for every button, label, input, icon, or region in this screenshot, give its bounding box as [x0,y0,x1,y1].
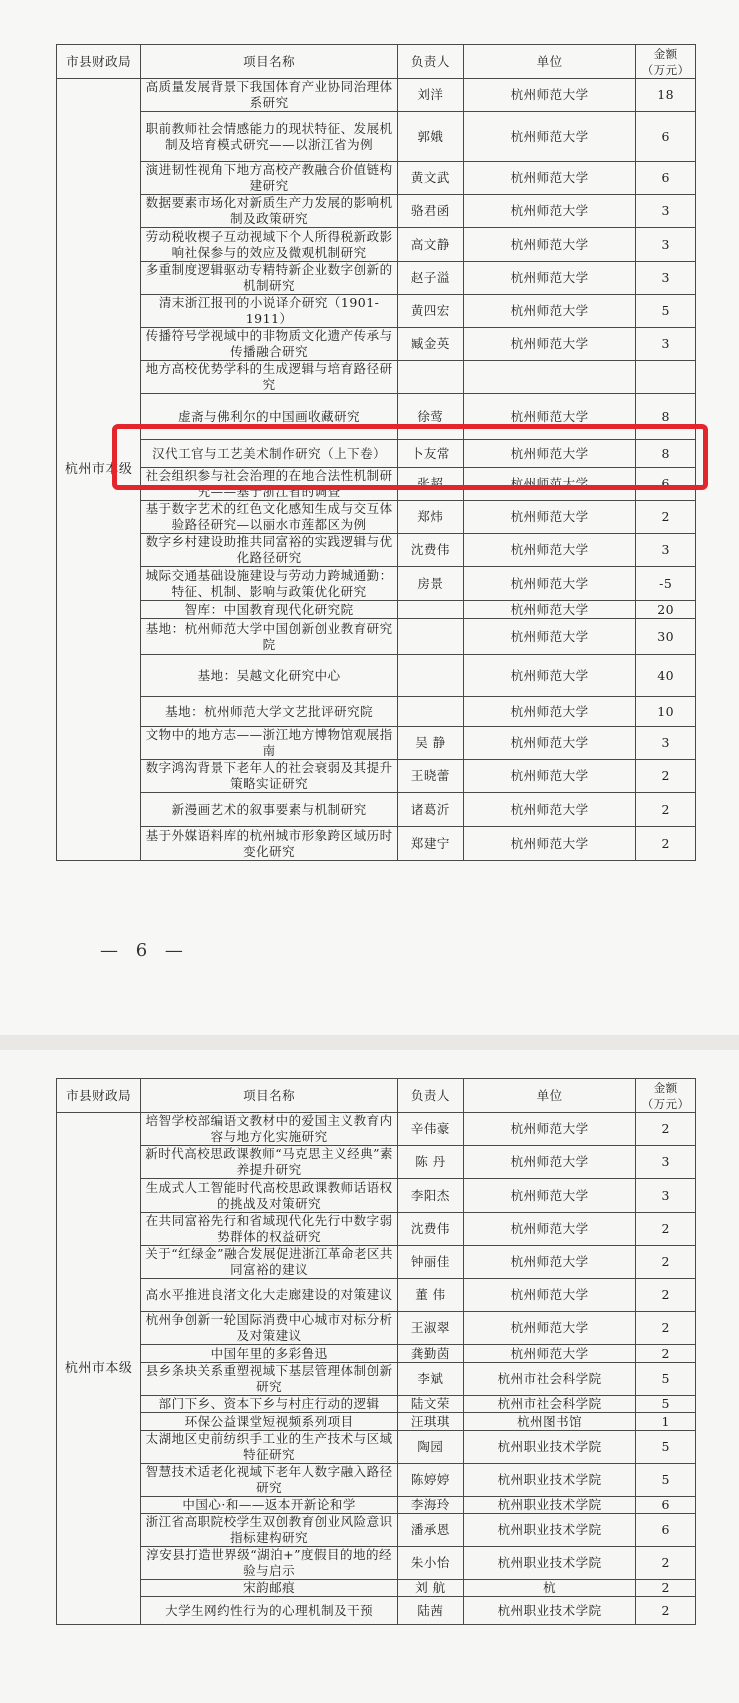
unit-cell: 杭州职业技术学院 [463,1597,636,1625]
unit-cell: 杭州市社会科学院 [463,1396,636,1413]
owner-cell: 骆君函 [398,195,464,228]
owner-cell: 陆文荣 [398,1396,464,1413]
table-row [57,501,696,534]
project-name-cell: 地方高校优势学科的生成逻辑与培育路径研究 [141,361,398,394]
table-row [57,162,696,195]
owner-cell: 李海玲 [398,1497,464,1514]
city-cell: 杭州市本级 [57,79,141,861]
unit-cell: 杭州师范大学 [463,195,636,228]
document-page-7 [0,1050,739,1703]
unit-cell: 杭州师范大学 [463,1345,636,1363]
owner-cell: 高文静 [398,228,464,262]
amount-cell: 6 [636,162,696,195]
project-name-cell: 城际交通基础设施建设与劳动力跨城通勤：特征、机制、影响与政策优化研究 [141,567,398,601]
owner-cell [398,601,464,619]
project-name-cell: 多重制度逻辑驱动专精特新企业数字创新的机制研究 [141,262,398,295]
owner-cell: 辛伟豪 [398,1113,464,1146]
table-row [57,1464,696,1497]
unit-cell: 杭州职业技术学院 [463,1497,636,1514]
owner-cell: 陆茜 [398,1597,464,1625]
project-name-cell: 清末浙江报刊的小说译介研究（1901-1911） [141,295,398,328]
unit-cell: 杭州师范大学 [463,440,636,468]
amount-cell: 2 [636,1246,696,1279]
unit-cell: 杭州师范大学 [463,468,636,501]
unit-cell: 杭州师范大学 [463,567,636,601]
table-row [57,1345,696,1363]
amount-cell: 18 [636,79,696,112]
amount-cell: 2 [636,793,696,827]
amount-cell: 3 [636,228,696,262]
amount-cell: 2 [636,1113,696,1146]
owner-cell [398,361,464,394]
table-row [57,1580,696,1597]
header-project-name: 项目名称 [141,45,398,79]
owner-cell: 郭娥 [398,112,464,162]
table-row [57,394,696,440]
table-row [57,361,696,394]
amount-cell: 2 [636,1279,696,1312]
owner-cell: 沈费伟 [398,1213,464,1246]
amount-cell: 6 [636,112,696,162]
project-name-cell: 高水平推进良渚文化大走廊建设的对策建议 [141,1279,398,1312]
owner-cell: 汪琪琪 [398,1413,464,1431]
project-name-cell: 基地：杭州师范大学文艺批评研究院 [141,697,398,727]
amount-cell: 2 [636,1580,696,1597]
unit-cell [463,361,636,394]
table-row [57,1514,696,1547]
unit-cell: 杭州职业技术学院 [463,1514,636,1547]
owner-cell: 龚勤茵 [398,1345,464,1363]
header-city: 市县财政局 [57,1079,141,1113]
amount-cell: 6 [636,1497,696,1514]
unit-cell: 杭州师范大学 [463,162,636,195]
table-row [57,1179,696,1213]
project-name-cell: 汉代工官与工艺美术制作研究（上下卷） [141,440,398,468]
project-name-cell: 数字鸿沟背景下老年人的社会衰弱及其提升策略实证研究 [141,760,398,793]
owner-cell: 诸葛沂 [398,793,464,827]
amount-cell: 5 [636,1363,696,1396]
amount-cell: 2 [636,1213,696,1246]
unit-cell: 杭州师范大学 [463,601,636,619]
project-name-cell: 宋韵邮痕 [141,1580,398,1597]
owner-cell [398,619,464,655]
unit-cell: 杭州师范大学 [463,760,636,793]
amount-cell: -5 [636,567,696,601]
unit-cell: 杭州师范大学 [463,262,636,295]
amount-cell: 8 [636,394,696,440]
amount-cell: 2 [636,1312,696,1345]
amount-cell: 40 [636,655,696,697]
project-name-cell: 基于外媒语料库的杭州城市形象跨区域历时变化研究 [141,827,398,861]
amount-cell: 5 [636,1431,696,1464]
table-row [57,468,696,501]
unit-cell: 杭州图书馆 [463,1413,636,1431]
header-project-name: 项目名称 [141,1079,398,1113]
project-name-cell: 高质量发展背景下我国体育产业协同治理体系研究 [141,79,398,112]
project-name-cell: 环保公益课堂短视频系列项目 [141,1413,398,1431]
project-name-cell: 县乡条块关系重塑视域下基层管理体制创新研究 [141,1363,398,1396]
amount-cell: 3 [636,534,696,567]
table-header-row [57,45,696,79]
header-amount: 金额 （万元） [636,1079,696,1113]
unit-cell: 杭州师范大学 [463,1312,636,1345]
project-name-cell: 杭州争创新一轮国际消费中心城市对标分析及对策建议 [141,1312,398,1345]
owner-cell: 钟丽佳 [398,1246,464,1279]
amount-cell: 1 [636,1413,696,1431]
table-row [57,1246,696,1279]
project-name-cell: 演进韧性视角下地方高校产教融合价值链构建研究 [141,162,398,195]
table-row [57,1279,696,1312]
unit-cell: 杭州师范大学 [463,1246,636,1279]
header-owner: 负责人 [398,1079,464,1113]
unit-cell: 杭州师范大学 [463,501,636,534]
unit-cell: 杭州师范大学 [463,827,636,861]
owner-cell: 黄四宏 [398,295,464,328]
funding-table-page-7 [56,1078,696,1625]
unit-cell: 杭州职业技术学院 [463,1547,636,1580]
project-name-cell: 职前教师社会情感能力的现状特征、发展机制及培育模式研究——以浙江省为例 [141,112,398,162]
owner-cell: 张超 [398,468,464,501]
project-name-cell: 在共同富裕先行和省域现代化先行中数字弱势群体的权益研究 [141,1213,398,1246]
table-row [57,262,696,295]
amount-cell: 3 [636,195,696,228]
unit-cell: 杭州师范大学 [463,328,636,361]
owner-cell: 李斌 [398,1363,464,1396]
owner-cell: 陈 丹 [398,1146,464,1179]
amount-cell: 3 [636,1146,696,1179]
amount-cell: 6 [636,468,696,501]
table-row [57,79,696,112]
table-row [57,697,696,727]
amount-cell: 2 [636,1547,696,1580]
amount-cell: 10 [636,697,696,727]
project-name-cell: 部门下乡、资本下乡与村庄行动的逻辑 [141,1396,398,1413]
project-name-cell: 淳安县打造世界级“湖泊+”度假目的地的经验与启示 [141,1547,398,1580]
header-unit: 单位 [463,1079,636,1113]
table-row [57,567,696,601]
unit-cell: 杭州师范大学 [463,1213,636,1246]
unit-cell: 杭州师范大学 [463,394,636,440]
table-row [57,619,696,655]
project-name-cell: 传播符号学视域中的非物质文化遗产传承与传播融合研究 [141,328,398,361]
amount-cell [636,361,696,394]
unit-cell: 杭州师范大学 [463,1146,636,1179]
table-row [57,1547,696,1580]
owner-cell: 黄文武 [398,162,464,195]
amount-cell: 2 [636,1597,696,1625]
owner-cell: 陶园 [398,1431,464,1464]
project-name-cell: 虚斋与佛利尔的中国画收藏研究 [141,394,398,440]
city-cell: 杭州市本级 [57,1113,141,1625]
table-row [57,534,696,567]
table-row [57,295,696,328]
owner-cell: 刘洋 [398,79,464,112]
table-row [57,1413,696,1431]
amount-cell: 2 [636,827,696,861]
table-row [57,1113,696,1146]
table-row [57,1146,696,1179]
amount-cell: 5 [636,1464,696,1497]
page-number: — 6 — [100,940,189,961]
table-body [57,79,696,861]
table-row [57,1312,696,1345]
unit-cell: 杭 [463,1580,636,1597]
project-name-cell: 智慧技术适老化视域下老年人数字融入路径研究 [141,1464,398,1497]
header-unit: 单位 [463,45,636,79]
table-row [57,827,696,861]
amount-cell: 3 [636,727,696,760]
owner-cell: 郑建宁 [398,827,464,861]
amount-cell: 3 [636,328,696,361]
table-row [57,112,696,162]
project-name-cell: 中国心·和——返本开新论和学 [141,1497,398,1514]
unit-cell: 杭州市社会科学院 [463,1363,636,1396]
table-header-row [57,1079,696,1113]
table-row [57,195,696,228]
header-amount: 金额 （万元） [636,45,696,79]
amount-cell: 6 [636,1514,696,1547]
table-row [57,228,696,262]
header-owner: 负责人 [398,45,464,79]
owner-cell: 徐莺 [398,394,464,440]
project-name-cell: 培智学校部编语文教材中的爱国主义教育内容与地方化实施研究 [141,1113,398,1146]
unit-cell: 杭州师范大学 [463,1113,636,1146]
owner-cell: 董 伟 [398,1279,464,1312]
owner-cell: 房景 [398,567,464,601]
funding-table-page-6 [56,44,696,861]
owner-cell: 李阳杰 [398,1179,464,1213]
amount-cell: 2 [636,760,696,793]
amount-cell: 30 [636,619,696,655]
project-name-cell: 基于数字艺术的红色文化感知生成与交互体验路径研究—以丽水市莲都区为例 [141,501,398,534]
owner-cell: 王晓蕾 [398,760,464,793]
owner-cell: 沈费伟 [398,534,464,567]
table-row [57,601,696,619]
project-name-cell: 太湖地区史前纺织手工业的生产技术与区域特征研究 [141,1431,398,1464]
owner-cell: 赵子溢 [398,262,464,295]
amount-cell: 5 [636,1396,696,1413]
unit-cell: 杭州师范大学 [463,655,636,697]
header-city: 市县财政局 [57,45,141,79]
project-name-cell: 社会组织参与社会治理的在地合法性机制研究——基于浙江省的调查 [141,468,398,501]
unit-cell: 杭州师范大学 [463,1179,636,1213]
table-row [57,1396,696,1413]
unit-cell: 杭州师范大学 [463,697,636,727]
amount-cell: 2 [636,1345,696,1363]
table-row [57,655,696,697]
amount-cell: 5 [636,295,696,328]
table-row [57,760,696,793]
owner-cell: 吴 静 [398,727,464,760]
project-name-cell: 新时代高校思政课教师“马克思主义经典”素养提升研究 [141,1146,398,1179]
owner-cell: 郑炜 [398,501,464,534]
unit-cell: 杭州师范大学 [463,79,636,112]
owner-cell: 卜友常 [398,440,464,468]
project-name-cell: 基地：吴越文化研究中心 [141,655,398,697]
owner-cell: 朱小怡 [398,1547,464,1580]
table-row [57,1597,696,1625]
project-name-cell: 基地：杭州师范大学中国创新创业教育研究院 [141,619,398,655]
amount-cell: 8 [636,440,696,468]
unit-cell: 杭州师范大学 [463,793,636,827]
amount-cell: 2 [636,501,696,534]
unit-cell: 杭州师范大学 [463,619,636,655]
project-name-cell: 数据要素市场化对新质生产力发展的影响机制及政策研究 [141,195,398,228]
project-name-cell: 文物中的地方志——浙江地方博物馆观展指南 [141,727,398,760]
amount-cell: 3 [636,1179,696,1213]
table-row [57,1213,696,1246]
table-body [57,1113,696,1625]
table-row [57,440,696,468]
owner-cell: 潘承恩 [398,1514,464,1547]
unit-cell: 杭州师范大学 [463,295,636,328]
unit-cell: 杭州师范大学 [463,727,636,760]
owner-cell: 陈婷婷 [398,1464,464,1497]
project-name-cell: 新漫画艺术的叙事要素与机制研究 [141,793,398,827]
project-name-cell: 智库：中国教育现代化研究院 [141,601,398,619]
amount-cell: 20 [636,601,696,619]
project-name-cell: 数字乡村建设助推共同富裕的实践逻辑与优化路径研究 [141,534,398,567]
unit-cell: 杭州师范大学 [463,112,636,162]
table-row [57,1363,696,1396]
project-name-cell: 浙江省高职院校学生双创教育创业风险意识指标建构研究 [141,1514,398,1547]
project-name-cell: 关于“红绿金”融合发展促进浙江革命老区共同富裕的建议 [141,1246,398,1279]
table-row [57,793,696,827]
unit-cell: 杭州师范大学 [463,1279,636,1312]
table-row [57,1497,696,1514]
amount-cell: 3 [636,262,696,295]
project-name-cell: 生成式人工智能时代高校思政课教师话语权的挑战及对策研究 [141,1179,398,1213]
owner-cell [398,697,464,727]
table-row [57,328,696,361]
unit-cell: 杭州职业技术学院 [463,1431,636,1464]
table-row [57,1431,696,1464]
project-name-cell: 劳动税收楔子互动视域下个人所得税新政影响社保参与的效应及微观机制研究 [141,228,398,262]
table-row [57,727,696,760]
owner-cell: 臧金英 [398,328,464,361]
project-name-cell: 中国年里的多彩鲁迅 [141,1345,398,1363]
owner-cell: 刘 航 [398,1580,464,1597]
unit-cell: 杭州师范大学 [463,534,636,567]
owner-cell: 王淑翠 [398,1312,464,1345]
owner-cell [398,655,464,697]
unit-cell: 杭州职业技术学院 [463,1464,636,1497]
project-name-cell: 大学生网约性行为的心理机制及干预 [141,1597,398,1625]
unit-cell: 杭州师范大学 [463,228,636,262]
